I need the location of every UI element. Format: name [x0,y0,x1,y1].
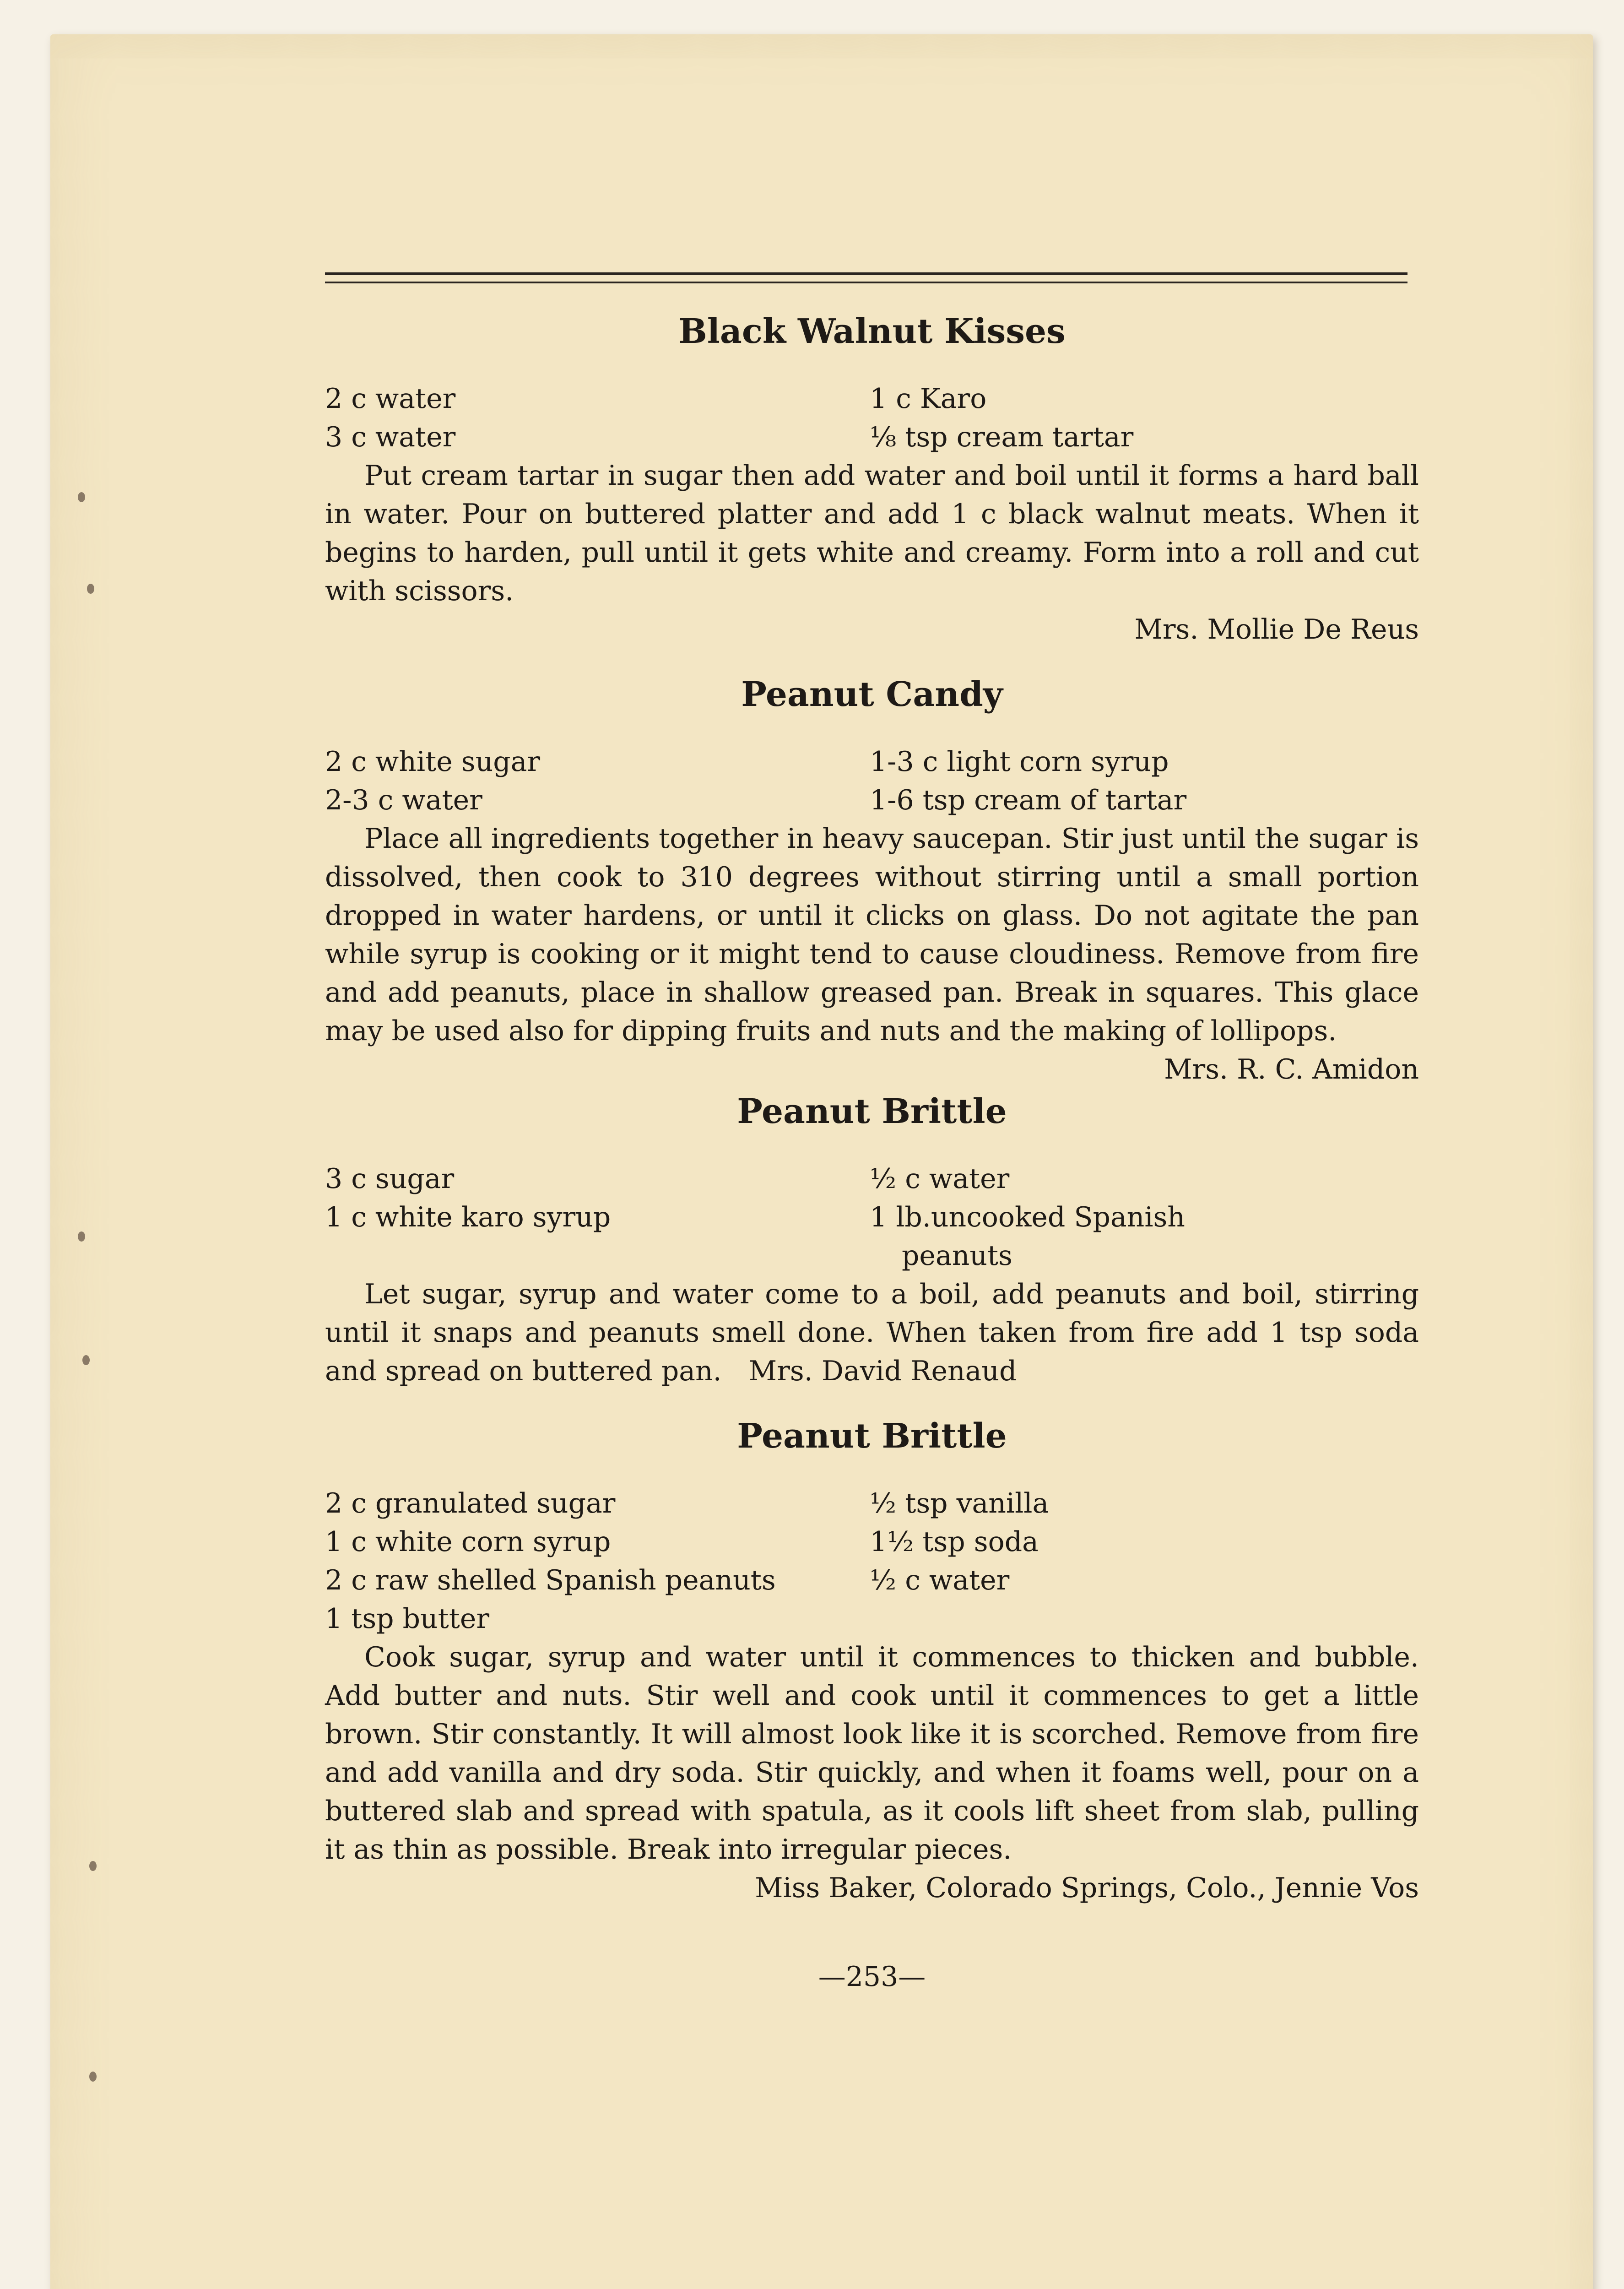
ingredient: ⅛ tsp cream tartar [870,421,1134,453]
ingredient: 1 c white karo syrup [325,1201,611,1233]
ingredient [870,1600,1419,1638]
recipe-directions: Cook sugar, syrup and water until it commences to thicken and bubble. Add butter and nuts. Stir well and cook until it commences to get a little brown. Stir constantly. It will almost look like it is scorched. Remove from fire and add vanilla and dry soda. Stir quickly, and when it foams well, pour on a buttered slab and spread with spatula, as it cools lift sheet from slab, pulling it as thin as possible. Break into irregular pieces. [325,1641,1419,1866]
ingredient-row [325,1198,1419,1237]
recipe-directions: Place all ingredients together in heavy saucepan. Stir just until the sugar is dissolved, then cook to 310 degrees without stirring until a small portion dropped in water hardens, or until it clicks on glass. Do not agitate the pan while syrup is cooking or it might tend to cause cloudiness. Remove from fire and add peanuts, place in shallow greased pan. Break in squares. This glace may be used also for dipping fruits and nuts and the making of lollipops. [325,823,1419,1047]
ingredient: 1 c white corn syrup [325,1526,611,1558]
recipe-peanut-brittle-baker [325,1413,1419,1907]
binding-hole [78,492,85,502]
ingredient: 2 c white sugar [325,746,541,778]
recipe-author: Mrs. Mollie De Reus [1134,613,1419,645]
top-double-rule [325,272,1407,283]
ingredient: 3 c water [325,421,456,453]
ingredient: 3 c sugar [325,1163,455,1195]
ingredient: 1 lb.uncooked Spanish [870,1201,1185,1233]
ingredient-row [325,1160,1419,1198]
recipe-peanut-candy [325,672,1419,1089]
ingredient: ½ c water [870,1163,1010,1195]
ingredient: peanuts [902,1240,1012,1272]
recipe-directions [325,1275,1419,1390]
recipe-author: Miss Baker, Colorado Springs, Colo., Jennie Vos [755,1872,1419,1904]
binding-hole [89,2072,97,2082]
recipe-author: Mrs. David Renaud [748,1355,1017,1387]
page-number: —253— [818,1961,926,1993]
ingredient-row [325,1600,1419,1638]
ingredient: 2 c granulated sugar [325,1487,616,1519]
book-page [50,34,1593,2289]
ingredient-row [325,1561,1419,1600]
ingredient: ½ tsp vanilla [870,1487,1049,1519]
recipe-text-area [325,272,1419,1996]
recipe-directions: Put cream tartar in sugar then add water and boil until it forms a hard ball in water. Pour on buttered platter and add 1 c black walnut meats. When it begins to harden, pull until it gets white and creamy. Form into a roll and cut with scissors. [325,460,1419,607]
ingredient [325,1237,870,1275]
binding-hole [82,1355,90,1365]
binding-hole [87,584,94,594]
ingredient-row [325,380,1419,418]
ingredient-row [325,1237,1419,1275]
recipe-author: Mrs. R. C. Amidon [1164,1053,1419,1085]
ingredient: ½ c water [870,1564,1010,1596]
ingredient: 1 c Karo [870,383,987,415]
ingredient: 2 c water [325,383,456,415]
recipe-title: Black Walnut Kisses [678,312,1066,351]
ingredient-row [325,781,1419,819]
ingredient: 2-3 c water [325,784,482,816]
ingredient: 1½ tsp soda [870,1526,1039,1558]
ingredient-row [325,1484,1419,1523]
ingredient: 1-3 c light corn syrup [870,746,1169,778]
recipe-black-walnut-kisses [325,309,1419,649]
ingredient-row [325,743,1419,781]
recipe-title: Peanut Brittle [737,1416,1007,1456]
ingredient-row [325,1523,1419,1561]
recipe-directions-text: Let sugar, syrup and water come to a boil, add peanuts and boil, stirring until it snaps and peanuts smell done. When taken from fire add 1 tsp soda and spread on buttered pan. [325,1278,1419,1387]
ingredient: 1-6 tsp cream of tartar [870,784,1187,816]
recipe-title: Peanut Candy [741,675,1003,714]
ingredient: 2 c raw shelled Spanish peanuts [325,1564,776,1596]
binding-hole [78,1231,85,1242]
ingredient-row [325,418,1419,456]
recipe-peanut-brittle-renaud [325,1089,1419,1390]
recipe-title: Peanut Brittle [737,1092,1007,1131]
ingredient: 1 tsp butter [325,1603,490,1635]
binding-hole [89,1861,97,1871]
